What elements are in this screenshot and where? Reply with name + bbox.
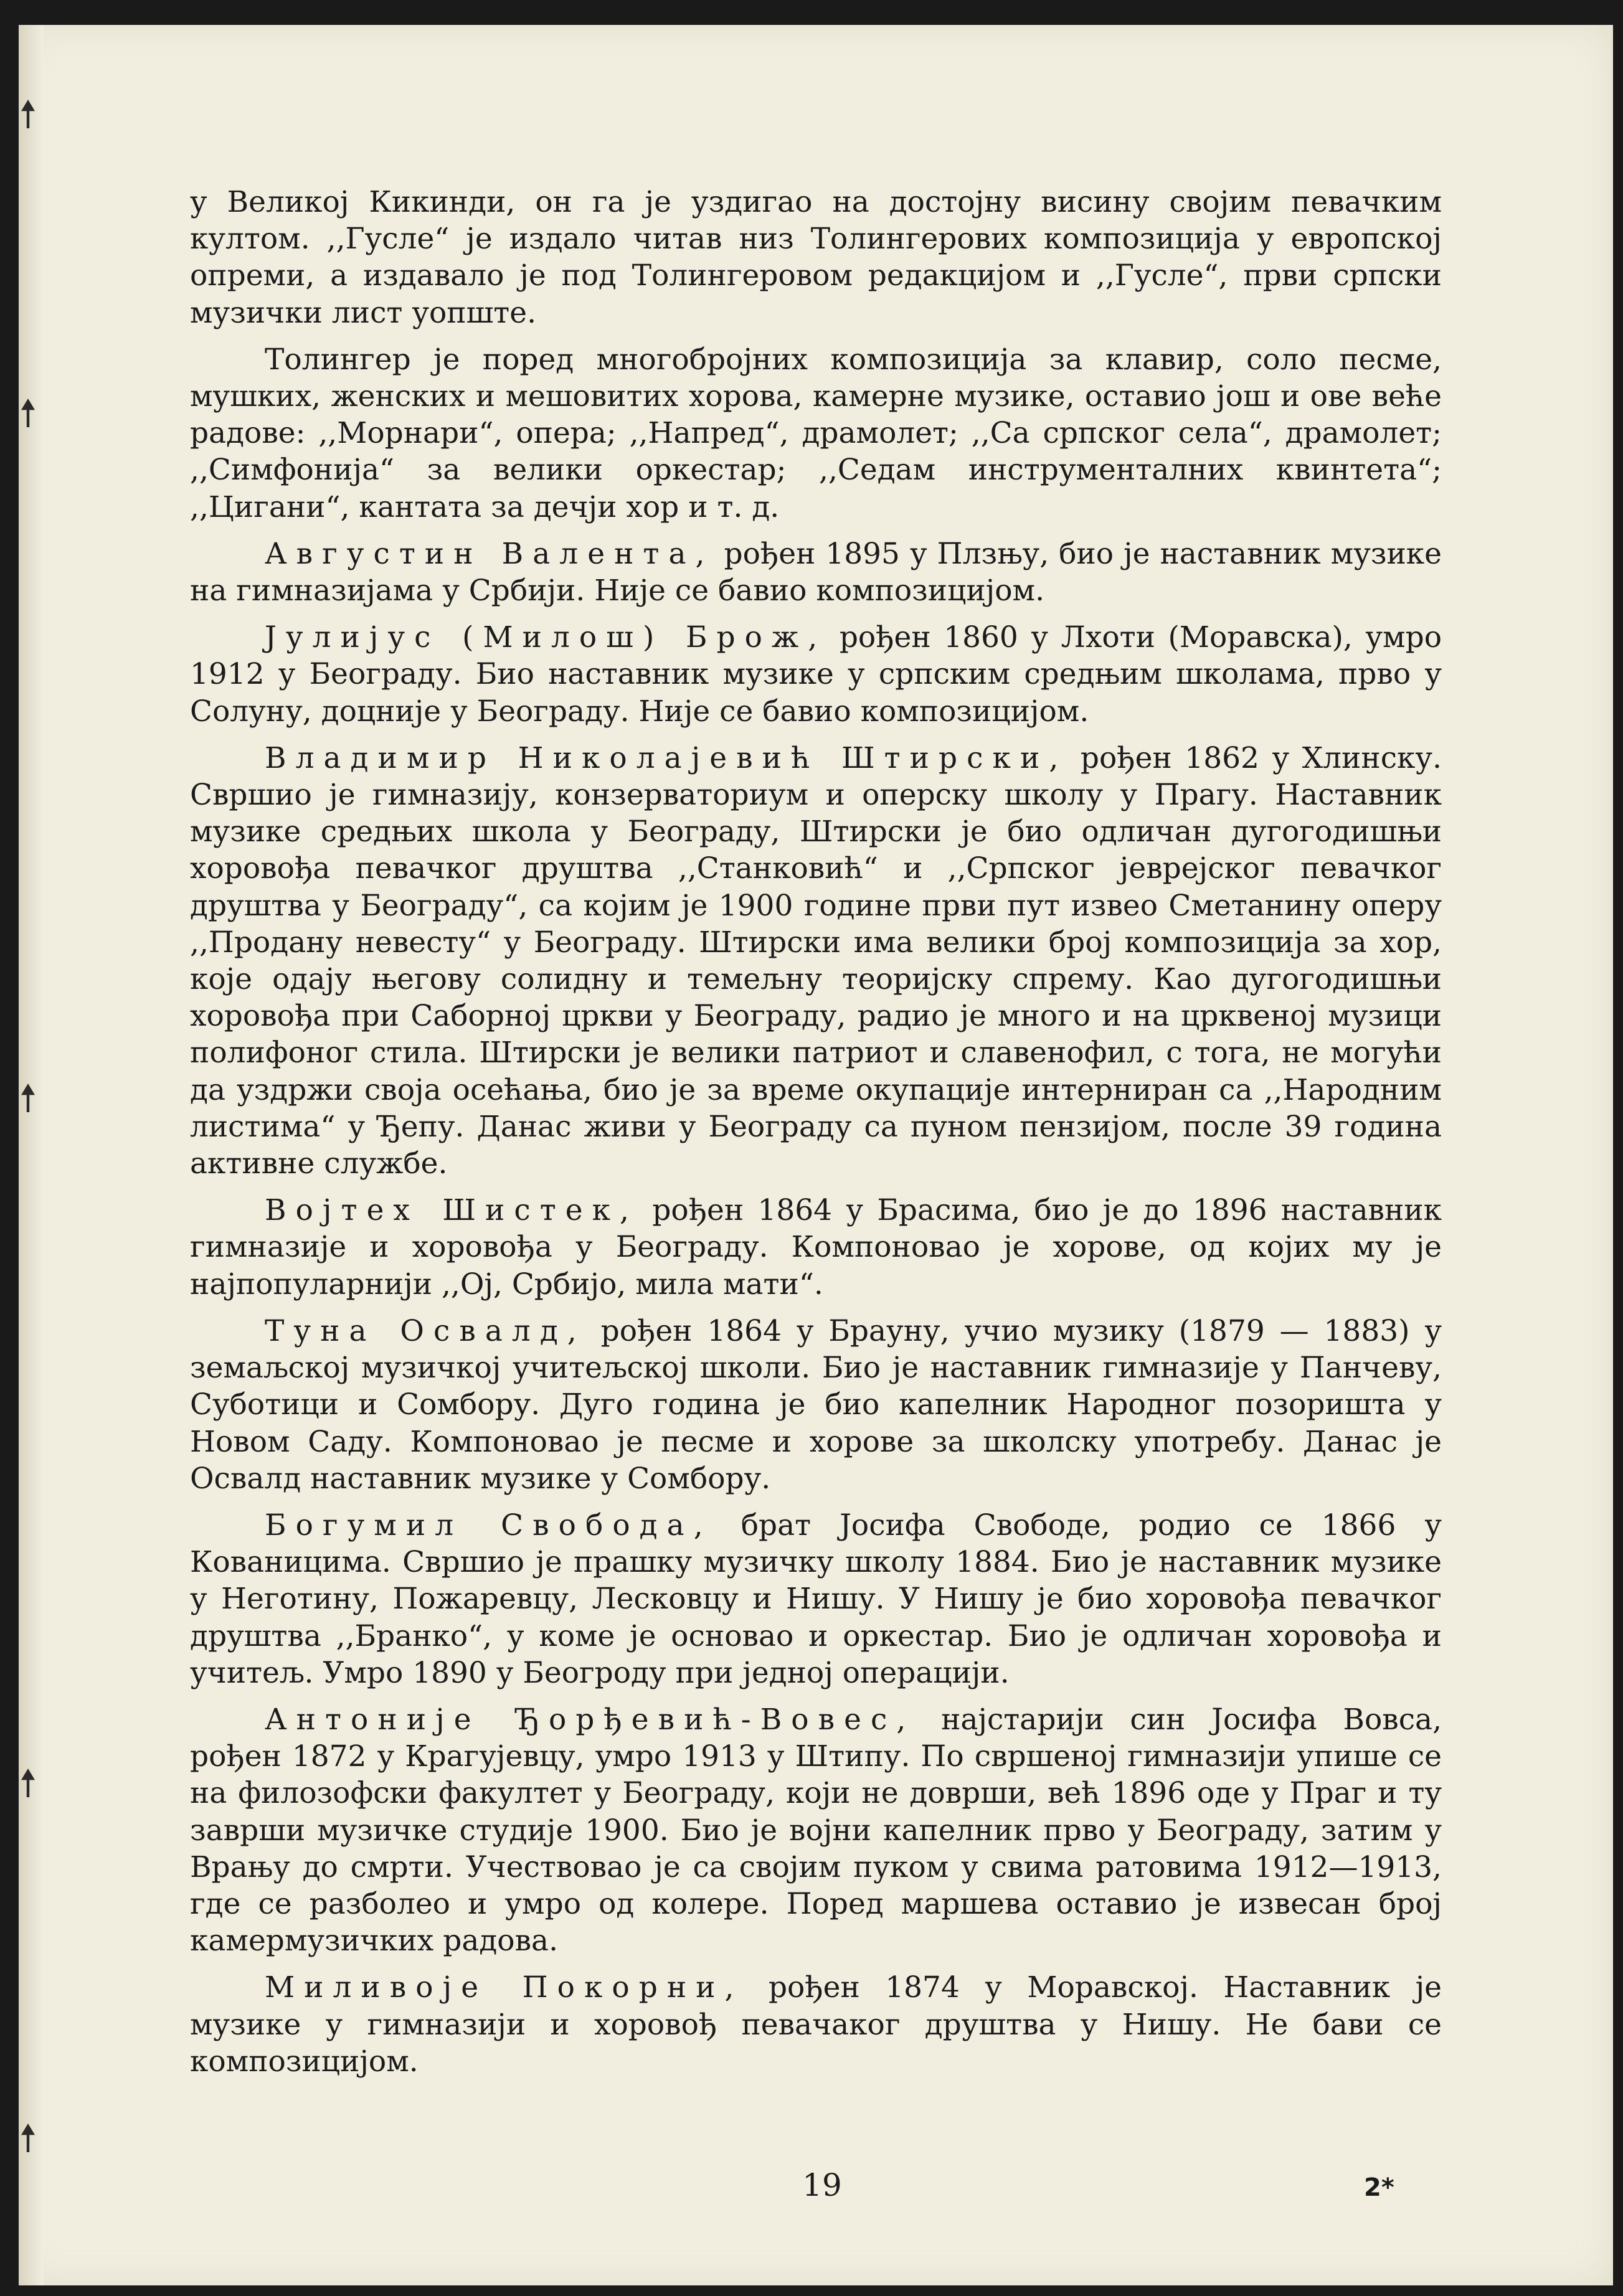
paragraph: у Великој Кикинди, он га је уздигао на достојну висину својим певачким култом. ,,Гусле“ је издало читав низ Толингерових композиција у европској опреми, а издавало је под Толингеровом редакцијом и ,,Гусле“, први српски музички лист уопште. xyxy=(190,185,1442,330)
entry-text: брат Јосифа Свободе, родио се 1866 у Кованицима. Свршио је прашку музичку школу 1884. Био је наставник музике у Неготину, Пожаревцу, Лесковцу и Нишу. У Нишу је био хоровођа певачког друштва ,,Бранко“, у коме је основао и оркестар. Био је одличан хоровођа и учитељ. Умро 1890 у Беогроду при једној операцији. xyxy=(190,1508,1442,1690)
person-name: Војтех Шистек, xyxy=(265,1193,639,1228)
binding-arrow-icon xyxy=(21,1769,35,1797)
person-name: Антоније Ђорђевић-Вовес, xyxy=(265,1702,916,1737)
person-name: Туна Освалд, xyxy=(265,1313,586,1348)
book-page xyxy=(19,25,1613,2285)
binding-edge xyxy=(19,25,44,2285)
entry-text: рођен 1862 у Хлинску. Свршио је гимназију, конзерваториум и оперску школу у Прагу. Наставник музике средњих школа у Београду, Штирски је био одличан дугогодишњи хоровођа певачког друштва ,,Станковић“ и ,,Српског јеврејског певачког друштва у Београду“, са којим је 1900 године први пут извео Сметанину оперу ,,Продану невесту“ у Београду. Штирски има велики број композиција за хор, које одају његову солидну и темељну теоријску спрему. Као дугогодишњи хоровођа при Саборној цркви у Београду, радио је много и на црквеној музици полифоног стила. Штирски је велики патриот и славенофил, с тога, не могући да уздржи своја осећања, био је за време окупације интерниран са ,,Народним листима“ у Ђепу. Данас живи у Београду са пуном пензијом, после 39 година активне службе. xyxy=(190,740,1442,1181)
entry-text: рођен 1874 у Моравској. Наставник је музике у гимназији и хоровођ певачаког друштва у Нишу. Не бави се композицијом. xyxy=(190,1970,1442,2079)
entry-text: рођен 1895 у Плзњу, био је наставник музике на гимназијама у Србији. Није се бавио композицијом. xyxy=(190,536,1442,608)
body-text xyxy=(190,184,1442,2090)
biography-entry xyxy=(190,740,1442,1182)
entry-text: најстарији син Јосифа Вовса, рођен 1872 у Крагујевцу, умро 1913 у Штипу. По свршеној гимназији упише се на филозофски факултет у Београду, који не доврши, већ 1896 оде у Праг и ту заврши музичке студије 1900. Био је војни капелник прво у Београду, затим у Врању до смрти. Учествовао је са својим пуком у свима ратовима 1912—1913, где се разболео и умро од колере. Поред маршева оставио је извесан број камермузичких радова. xyxy=(190,1702,1442,1958)
binding-arrow-icon xyxy=(21,399,35,427)
biography-entry xyxy=(190,1969,1442,2080)
person-name: Владимир Николајевић Штирски, xyxy=(265,740,1068,775)
biography-entry xyxy=(190,1507,1442,1691)
biography-entry xyxy=(190,1192,1442,1303)
entry-text: рођен 1864 у Брауну, учио музику (1879 — 1883) у земаљској музичкој учитељској школи. Био је наставник гимназије у Панчеву, Суботици и Сомбору. Дуго година је био капелник Народног позоришта у Новом Саду. Компоновао је песме и хорове за школску употребу. Данас је Освалд наставник музике у Сомбору. xyxy=(190,1313,1442,1496)
biography-entry xyxy=(190,1701,1442,1959)
page-number: 19 xyxy=(802,2167,842,2203)
binding-arrow-icon xyxy=(21,2124,35,2152)
binding-arrow-icon xyxy=(21,1084,35,1112)
person-name: Миливоје Покорни, xyxy=(265,1970,744,2005)
printer-signature: 2* xyxy=(1364,2173,1394,2202)
paragraph: Толингер је поред многобројних композиција за клавир, соло песме, мушких, женских и мешовитих хорова, камерне музике, оставио још и ове веће радове: ,,Морнари“, опера; ,,Напред“, драмолет; ,,Са српског села“, драмолет; ,,Симфонија“ за велики оркестар; ,,Седам инструменталних квинтета“; ,,Цигани“, кантата за дечји хор и т. д. xyxy=(190,342,1442,524)
biography-entry xyxy=(190,536,1442,609)
biography-entry xyxy=(190,619,1442,730)
entry-text: рођен 1864 у Брасима, био је до 1896 наставник гимназије и хоровођа у Београду. Компоновао је хорове, од којих му је најпопуларнији ,,Ој, Србијо, мила мати“. xyxy=(190,1193,1442,1302)
binding-arrow-icon xyxy=(21,100,35,128)
biography-entry xyxy=(190,1313,1442,1497)
person-name: Августин Валента, xyxy=(265,536,714,571)
entry-text: рођен 1860 у Лхоти (Моравска), умро 1912 у Београду. Био наставник музике у српским средњим школама, прво у Солуну, доцније у Београду. Није се бавио композицијом. xyxy=(190,620,1442,729)
person-name: Богумил Свобода, xyxy=(265,1508,712,1542)
person-name: Јулијус (Милош) Брож, xyxy=(265,620,827,655)
